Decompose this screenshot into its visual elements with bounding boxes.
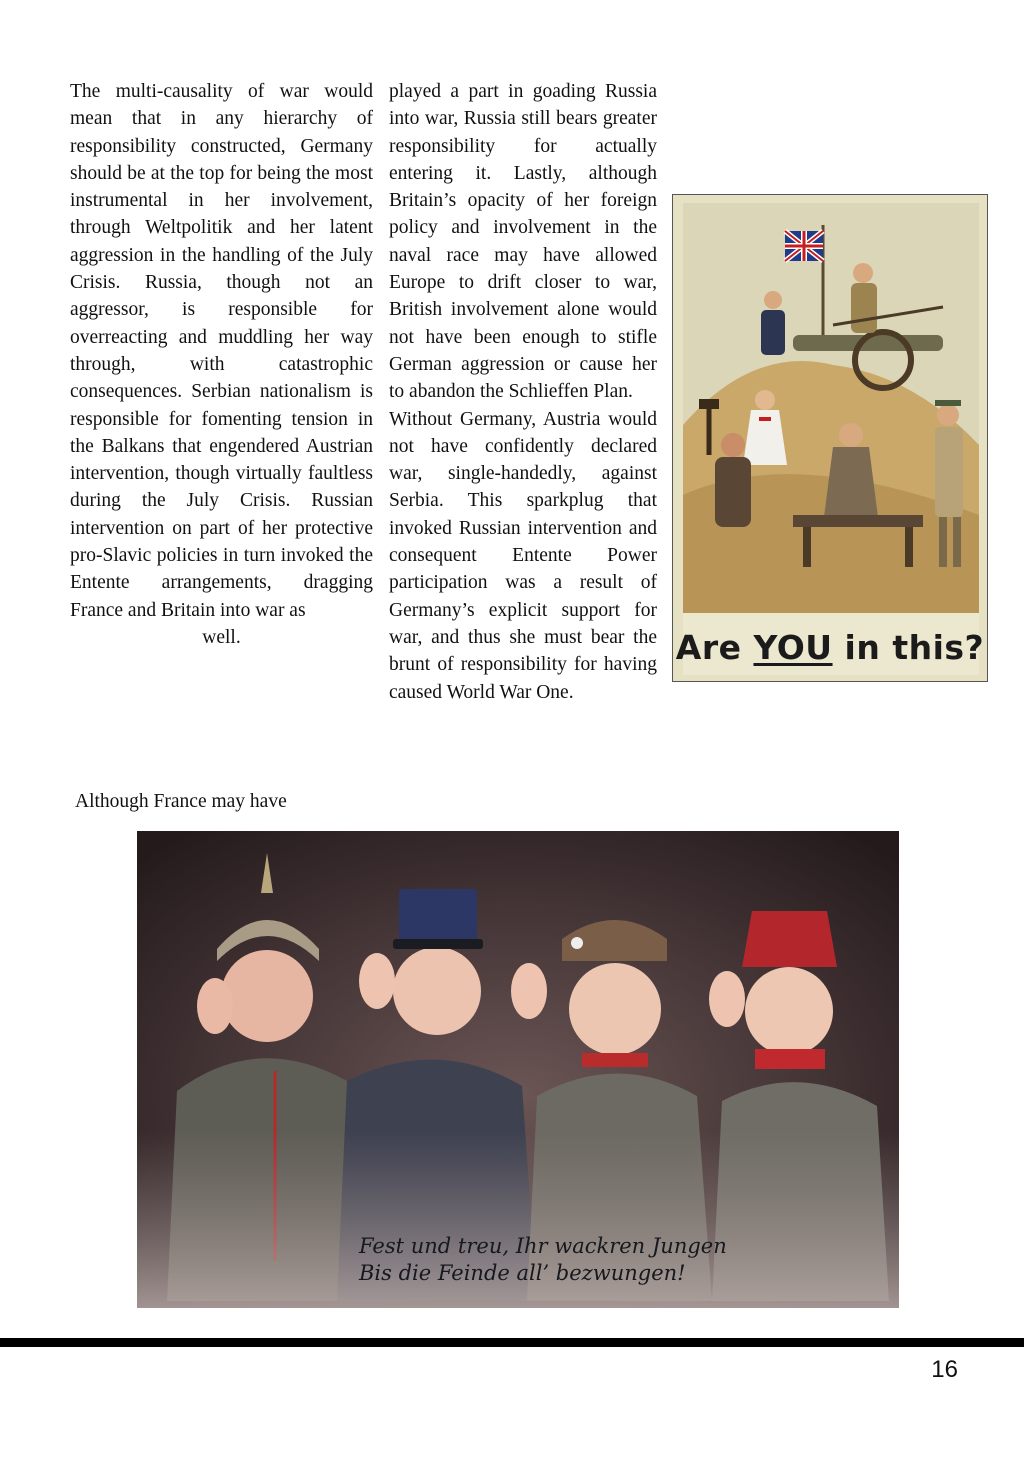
page-number: 16: [931, 1356, 958, 1383]
footer-rule: [0, 1338, 1024, 1347]
article-column-left: [70, 78, 373, 651]
postcard-caption: [359, 1233, 739, 1287]
poster-caption-start: Are: [675, 628, 754, 667]
postcard-caption-line: Bis die Feinde all’ bezwungen!: [359, 1261, 686, 1285]
propaganda-poster-image: [672, 194, 988, 682]
poster-caption-emphasis: YOU: [753, 628, 833, 667]
article-column-middle: [389, 78, 657, 706]
postcard-caption-line: Fest und treu, Ihr wackren Jungen: [359, 1234, 727, 1258]
poster-caption-end: in this?: [832, 628, 985, 667]
article-paragraph: Without Germany, Austria would not have confidently declared war, single-handedly, against Serbia. This sparkplug that invoked Russian intervention and consequent Entente Power participation was a result of Germany’s explicit support for war, and thus she must bear the brunt of responsibility for having caused World War One.: [389, 408, 657, 703]
article-paragraph: The multi-causality of war would mean that in any hierarchy of responsibility constructed, Germany should be at the top for being the most instrumental in her involvement, through Weltpolitik and her latent aggression in the handling of the July Crisis. Russia, though not an aggressor, is responsible for overreacting and muddling her way through, with catastrophic consequences. Serbian nationalism is responsible for fomenting tension in the Balkans that engendered Austrian intervention, though virtually faultless during the July Crisis. Russian intervention on part of her protective pro-Slavic policies in turn invoked the Entente arrangements, dragging France and Britain into war as: [70, 81, 373, 621]
poster-illustration: [673, 195, 988, 682]
article-paragraph-start: Although France may have: [75, 791, 287, 812]
article-paragraph-end: well.: [202, 626, 241, 648]
poster-caption: [673, 628, 987, 667]
postcard-children-soldiers-image: [137, 831, 899, 1308]
article-paragraph: played a part in goading Russia into war, Russia still bears greater responsibility for actually entering it. Lastly, although Britain’s opacity of her foreign policy and involvement in the naval race may have allowed Europe to drift closer to war, British involvement alone would not have been enough to stifle German aggression or cause her to abandon the Schlieffen Plan.: [389, 81, 657, 403]
